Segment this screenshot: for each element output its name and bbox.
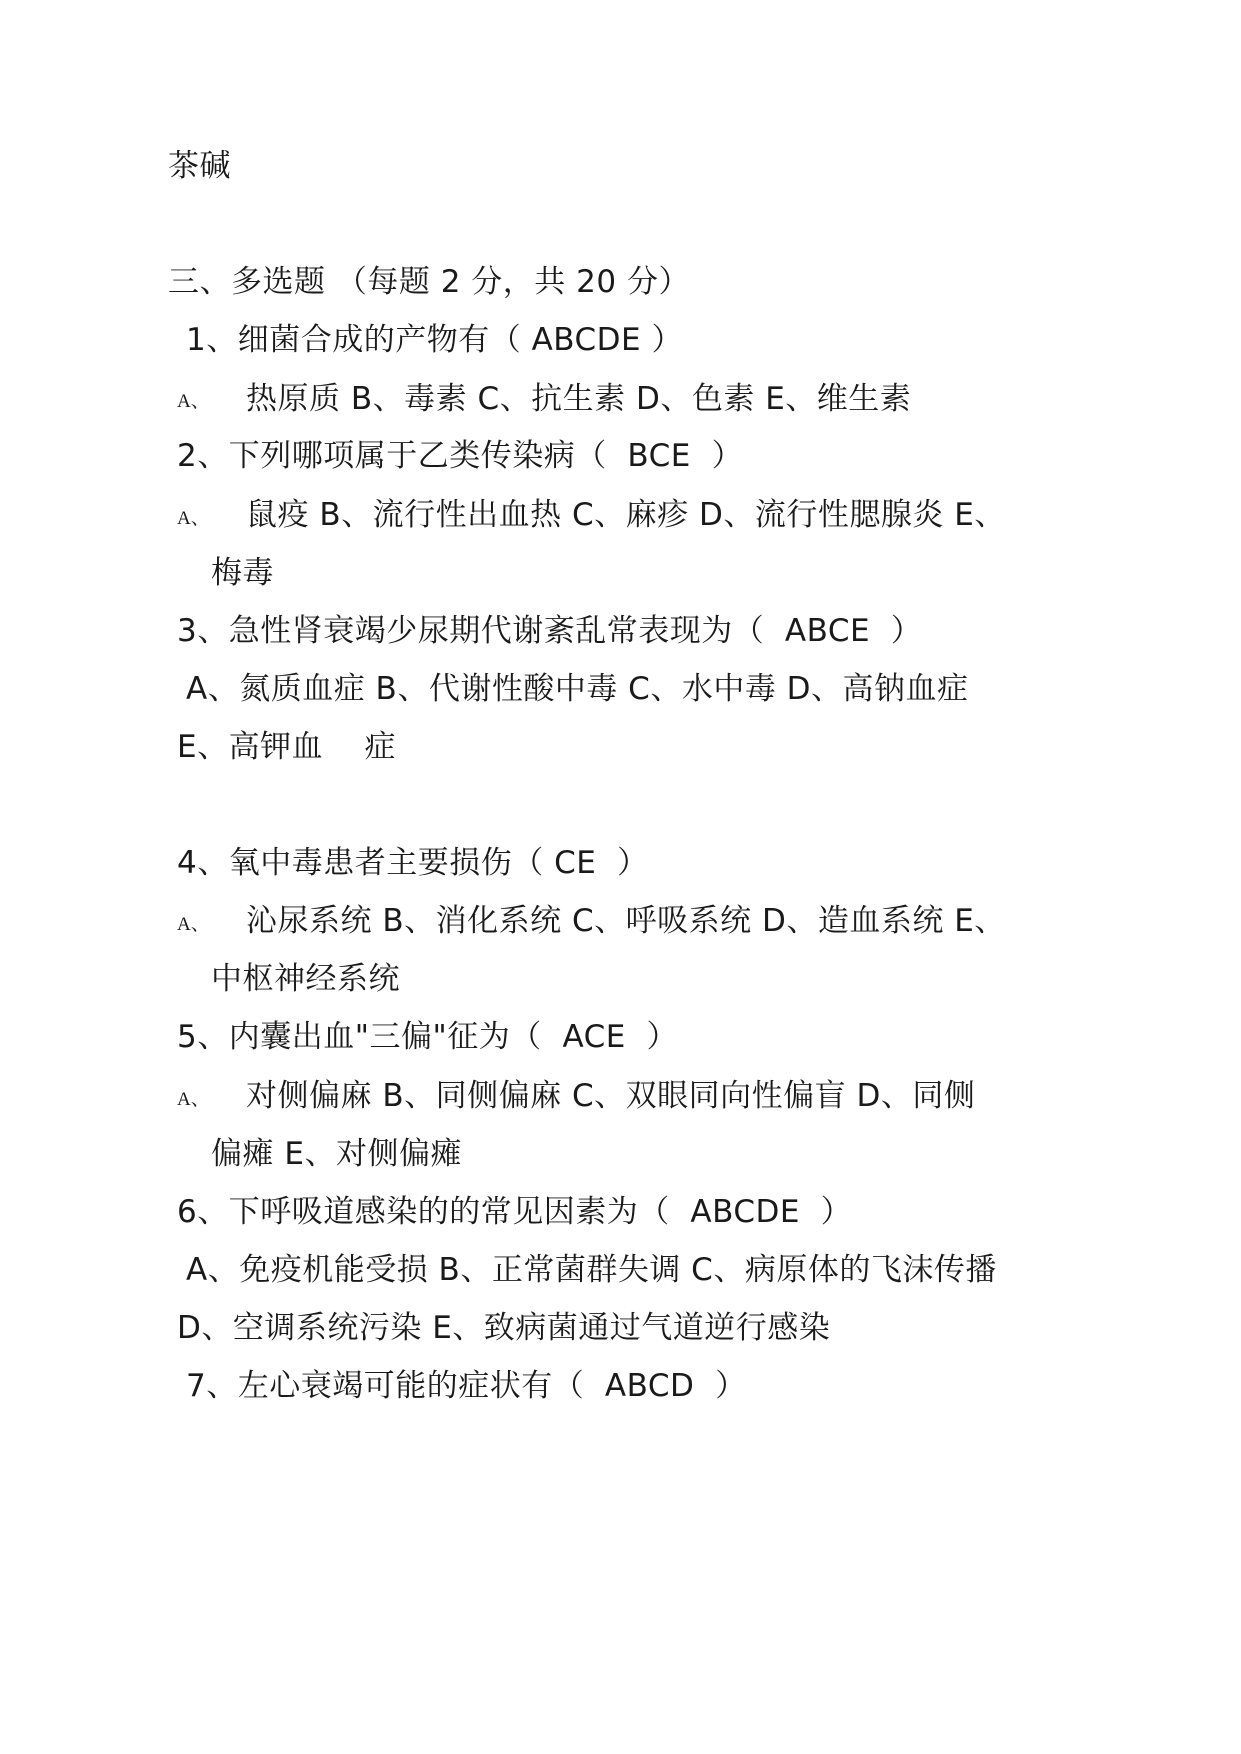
question-3-options-cont: E、高钾血 症 [177, 729, 397, 765]
question-5-option-marker: A、 [177, 1089, 210, 1110]
question-6-options-cont: D、空调系统污染 E、致病菌通过气道逆行感染 [177, 1310, 831, 1346]
question-1-option-marker: A、 [177, 391, 210, 412]
question-4-options-cont: 中枢神经系统 [211, 961, 400, 997]
top-line: 茶碱 [168, 148, 231, 184]
question-6-options: A、免疫机能受损 B、正常菌群失调 C、病原体的飞沫传播 [186, 1252, 997, 1288]
question-6-stem: 6、下呼吸道感染的的常见因素为（ ABCDE ） [177, 1194, 853, 1230]
question-3-stem: 3、急性肾衰竭少尿期代谢紊乱常表现为（ ABCE ） [177, 613, 923, 649]
question-5-options: 对侧偏麻 B、同侧偏麻 C、双眼同向性偏盲 D、同侧 [246, 1078, 976, 1114]
question-2-options: 鼠疫 B、流行性出血热 C、麻疹 D、流行性腮腺炎 E、 [246, 497, 1006, 533]
question-2-options-cont: 梅毒 [211, 555, 274, 591]
question-1-options: 热原质 B、毒素 C、抗生素 D、色素 E、维生素 [246, 381, 912, 417]
question-1-stem: 1、细菌合成的产物有（ ABCDE ） [186, 322, 683, 358]
question-4-options: 沁尿系统 B、消化系统 C、呼吸系统 D、造血系统 E、 [246, 903, 1006, 939]
question-5-options-cont: 偏瘫 E、对侧偏瘫 [211, 1136, 462, 1172]
question-3-options: A、氮质血症 B、代谢性酸中毒 C、水中毒 D、高钠血症 [186, 671, 969, 707]
question-5-stem: 5、内囊出血"三偏"征为（ ACE ） [177, 1019, 679, 1055]
question-4-option-marker: A、 [177, 914, 210, 935]
question-2-option-marker: A、 [177, 508, 210, 529]
question-4-stem: 4、氧中毒患者主要损伤（ CE ） [177, 845, 649, 881]
section-heading: 三、多选题 （每题 2 分，共 20 分） [168, 264, 690, 300]
question-7-stem: 7、左心衰竭可能的症状有（ ABCD ） [186, 1368, 747, 1404]
question-2-stem: 2、下列哪项属于乙类传染病（ BCE ） [177, 438, 744, 474]
